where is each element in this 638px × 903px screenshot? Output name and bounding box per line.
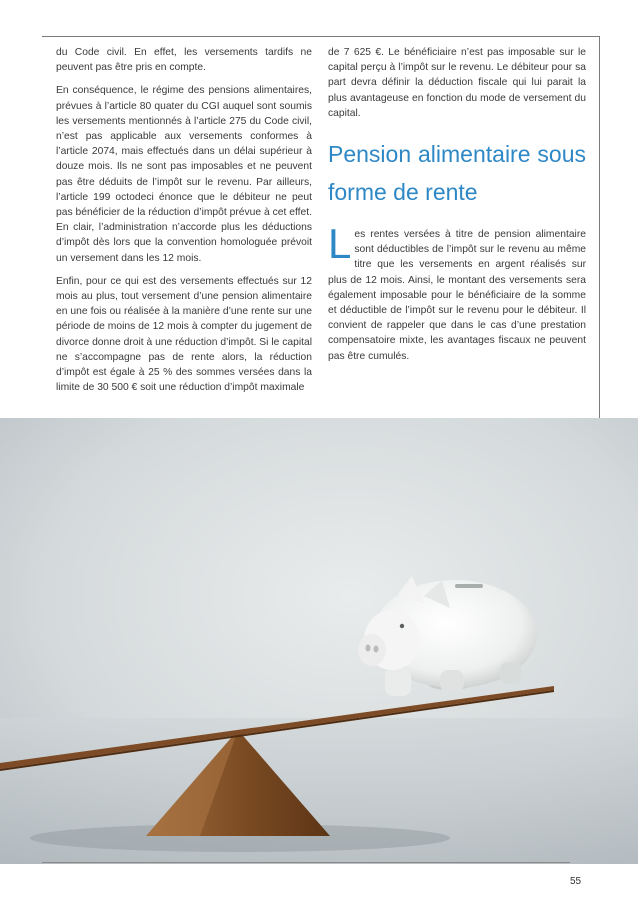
paragraph: de 7 625 €. Le bénéficiaire n’est pas imposable sur le capital perçu à l’impôt sur le revenu. Le débiteur pour sa part devra définir la déduction fiscale qui lui parait la plus avantageuse en fonction du mode de versement du capital.	[328, 47, 586, 119]
paragraph: Enfin, pour ce qui est des versements effectués sur 12 mois au plus, tout versement d’une pension alimentaire en une fois ou réalisée à la manière d’une rente sur une période de moins de 12 mois à compter du jugement de divorce donne droit à une réduction d’impôt. Si le capital ne s’accompagne pas de rente alors, la réduction d’impôt est égale à 25 % des sommes versées dans la limite de 30 500 € soit une réduction d’impôt maximale	[56, 275, 312, 394]
photo-piggy-bank-seesaw	[0, 418, 638, 864]
page-number: 55	[570, 876, 582, 887]
paragraph-with-dropcap	[328, 220, 586, 364]
top-rule	[42, 36, 600, 37]
paragraph: En conséquence, le régime des pensions alimentaires, prévues à l’article 80 quater du CGI auquel sont soumis les versements mentionnés à l’article 275 du Code civil, n’est pas applicable aux versements conformes à l’article 2074, mais effectués dans un délai supérieur à douze mois. Ils ne sont pas imposables et ne peuvent pas être déduits de l’impôt sur le revenu. Par ailleurs, l’article 199 octodeci énonce que le débiteur ne peut pas bénéficier de la réduction d’impôt prévue à cet effet. En clair, l’administration n’accorde plus les déductions d’impôt dès lors que la convention homologuée prévoit un versement dans les 12 mois.	[56, 85, 312, 264]
bottom-rule	[42, 862, 570, 863]
dropcap: L	[328, 220, 352, 268]
dropcap-paragraph-text: es rentes versées à titre de pension alimentaire sont déductibles de l’impôt sur le revenu au même titre que les versements en argent réalisés sur plus de 12 mois. Ainsi, le montant des versements sera également imposable pour le bénéficiaire de la somme et déductible de l’impôt sur le revenu pour le débiteur. Il convient de rappeler que dans le cas d’une prestation compensatoire mixte, les avantages fiscaux ne peuvent pas être cumulés.	[328, 229, 586, 362]
left-column	[56, 45, 312, 403]
section-heading: Pension alimentaire sous forme de rente	[328, 141, 586, 206]
paragraph: du Code civil. En effet, les versements tardifs ne peuvent pas être pris en compte.	[56, 47, 312, 74]
right-column	[328, 45, 586, 372]
